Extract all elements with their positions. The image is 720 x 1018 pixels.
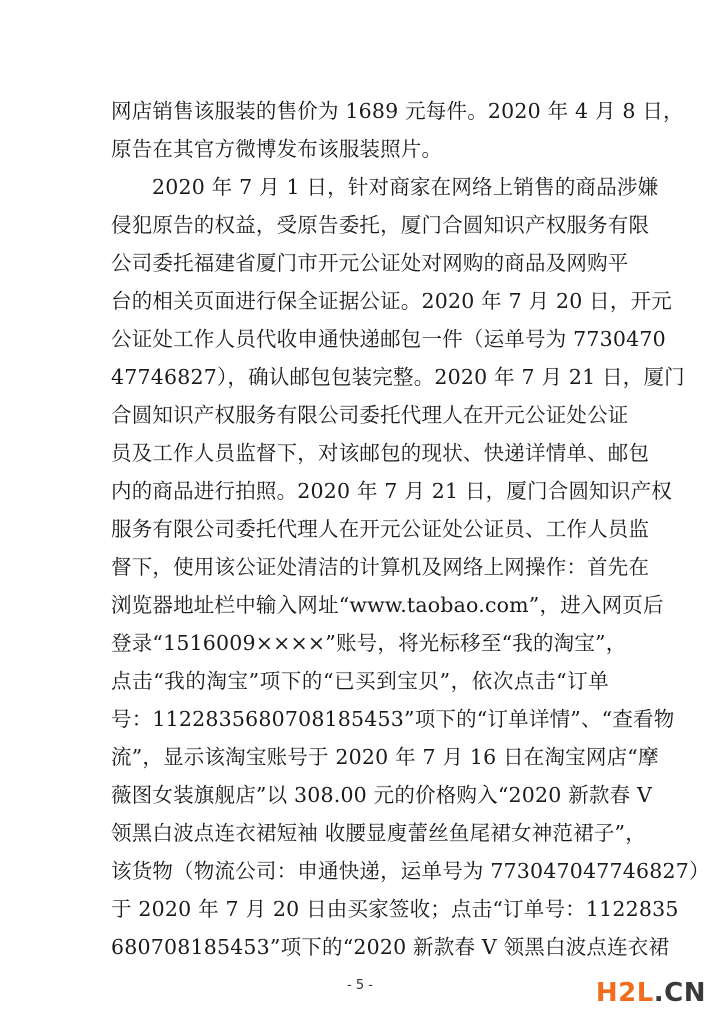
- text-line: 2020 年 7 月 1 日，针对商家在网络上销售的商品涉嫌: [152, 175, 659, 199]
- text-line: 薇图女装旗舰店”以 308.00 元的价格购入“2020 新款春 V: [111, 783, 653, 807]
- site-watermark-logo: [596, 978, 706, 1008]
- text-line: 公证处工作人员代收申通快递邮包一件（运单号为 7730470: [111, 327, 666, 351]
- text-line: 台的相关页面进行保全证据公证。2020 年 7 月 20 日，开元: [111, 289, 672, 313]
- text-line: 公司委托福建省厦门市开元公证处对网购的商品及网购平: [111, 251, 629, 275]
- text-line: 合圆知识产权服务有限公司委托代理人在开元公证处公证: [111, 403, 629, 427]
- page-number: - 5 -: [347, 978, 373, 993]
- body-text: [111, 92, 710, 966]
- text-line: 于 2020 年 7 月 20 日由买家签收；点击“订单号：1122835: [111, 897, 679, 921]
- text-line: 领黑白波点连衣裙短袖 收腰显廋蕾丝鱼尾裙女神范裙子”，: [111, 821, 646, 845]
- text-line: 点击“我的淘宝”项下的“已买到宝贝”，依次点击“订单: [111, 669, 609, 693]
- text-line: 流”，显示该淘宝账号于 2020 年 7 月 16 日在淘宝网店“摩: [111, 745, 659, 769]
- text-line: 服务有限公司委托代理人在开元公证处公证员、工作人员监: [111, 517, 650, 541]
- text-line: 内的商品进行拍照。2020 年 7 月 21 日，厦门合圆知识产权: [111, 479, 672, 503]
- text-line: 该货物（物流公司：申通快递，运单号为 773047047746827）: [111, 859, 710, 883]
- text-line: 47746827），确认邮包包装完整。2020 年 7 月 21 日，厦门: [111, 365, 685, 389]
- watermark-part-a: H2L: [595, 978, 654, 1008]
- text-line: 原告在其官方微博发布该服装照片。: [111, 137, 443, 161]
- text-line: 登录“1516009××××”账号，将光标移至“我的淘宝”，: [111, 631, 627, 655]
- text-line: 员及工作人员监督下，对该邮包的现状、快递详情单、邮包: [111, 441, 650, 465]
- watermark-part-b: .CN: [653, 978, 706, 1008]
- text-line: 浏览器地址栏中输入网址“www.taobao.com”，进入网页后: [111, 593, 664, 617]
- text-line: 侵犯原告的权益，受原告委托，厦门合圆知识产权服务有限: [111, 213, 650, 237]
- text-line: 号：1122835680708185453”项下的“订单详情”、“查看物: [111, 707, 675, 731]
- text-line: 督下，使用该公证处清洁的计算机及网络上网操作：首先在: [111, 555, 650, 579]
- text-line: 网店销售该服装的售价为 1689 元每件。2020 年 4 月 8 日，: [111, 99, 684, 123]
- text-line: 680708185453”项下的“2020 新款春 V 领黑白波点连衣裙: [111, 935, 670, 959]
